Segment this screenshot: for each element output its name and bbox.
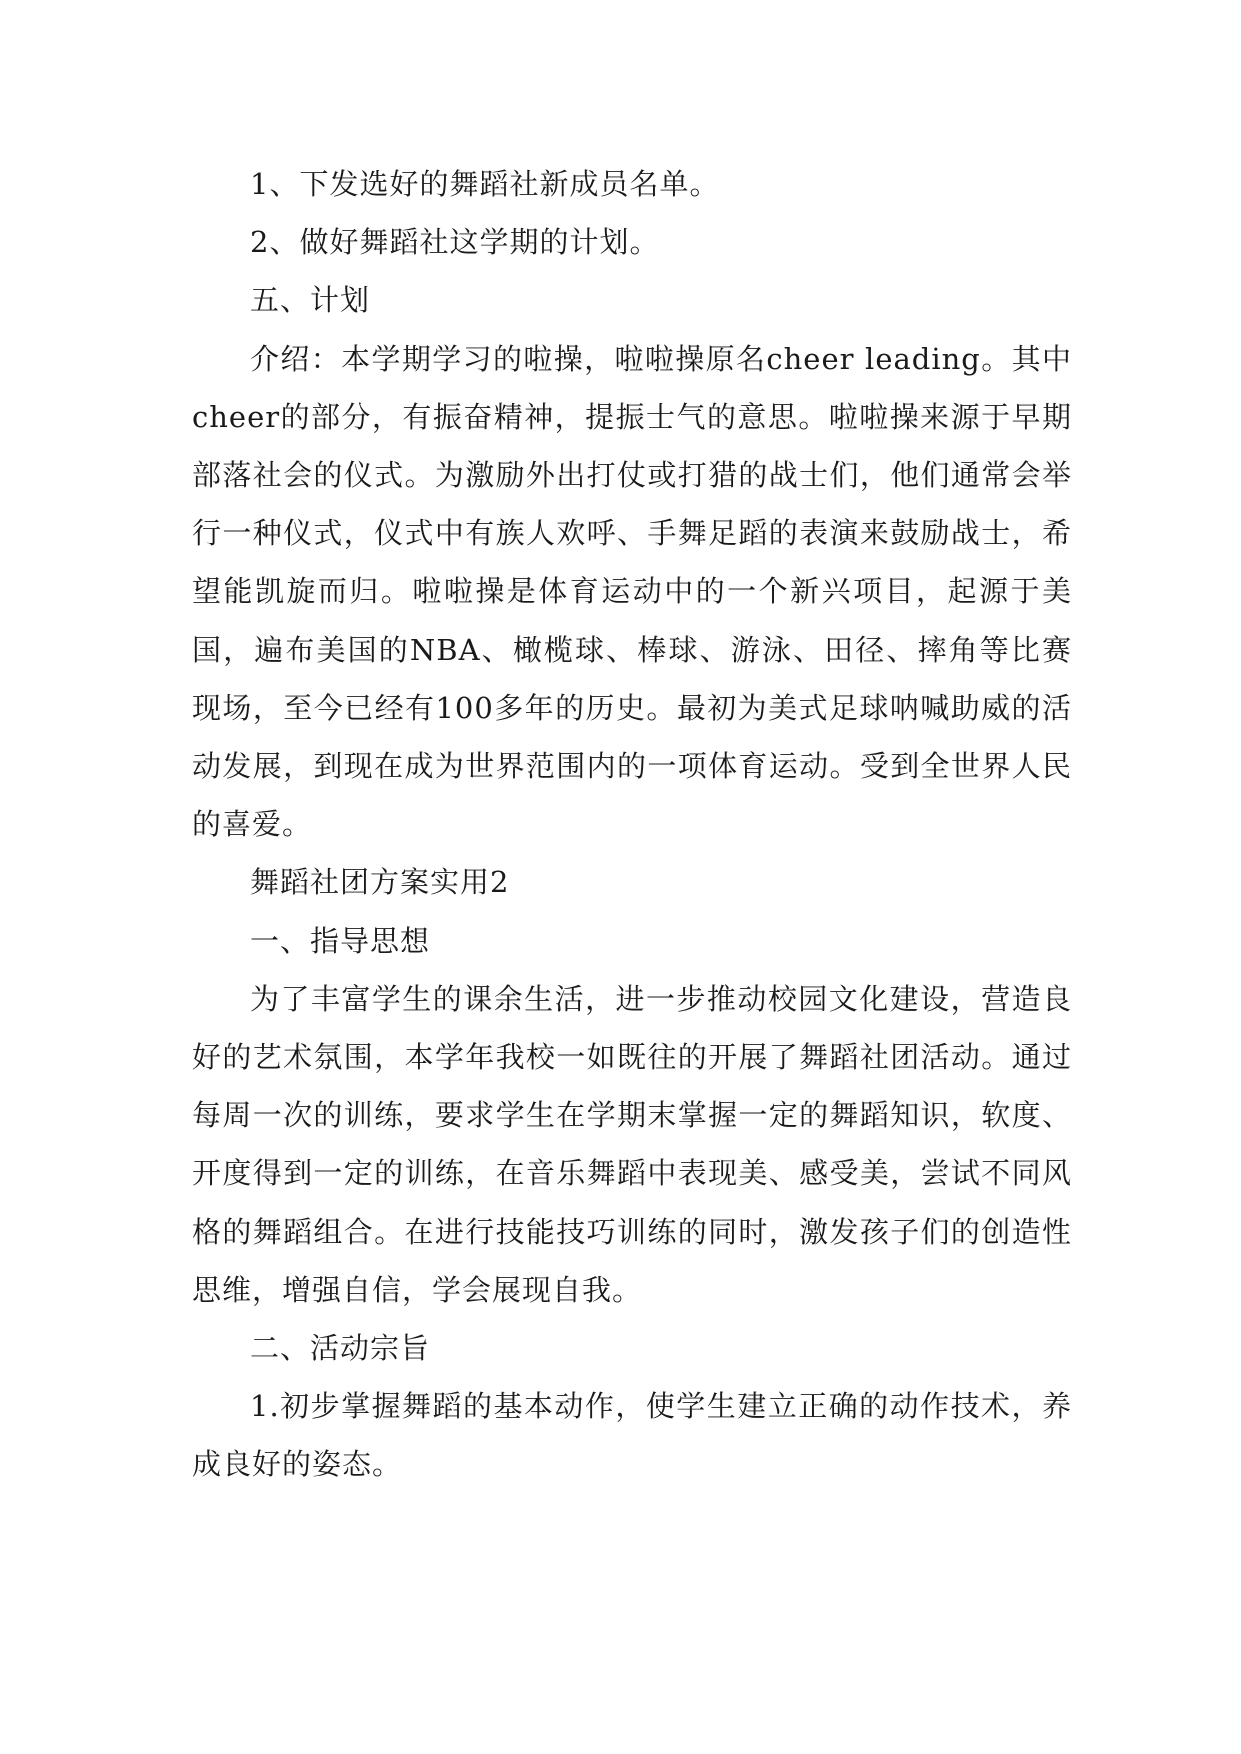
list-item-distribute-roster: 1、下发选好的舞蹈社新成员名单。 bbox=[250, 167, 720, 201]
list-item-semester-plan: 2、做好舞蹈社这学期的计划。 bbox=[250, 225, 660, 260]
section-heading-plan: 五、计划 bbox=[250, 283, 371, 318]
section-heading-guiding-ideology: 一、指导思想 bbox=[250, 923, 431, 958]
paragraph-guiding-ideology: 为了丰富学生的课余生活，进一步推动校园文化建设，营造良好的艺术氛围，本学年我校一如既往的开展了舞蹈社团活动。通过每周一次的训练，要求学生在学期末掌握一定的舞蹈知识，软度、开度得到一定的训练，在音乐舞蹈中表现美、感受美，尝试不同风格的舞蹈组合。在进行技能技巧训练的同时，激发孩子们的创造性思维，增强自信，学会展现自我。 bbox=[192, 981, 1072, 1307]
document-page bbox=[192, 155, 1072, 1494]
paragraph-introduction: 介绍：本学期学习的啦操，啦啦操原名cheer leading。其中cheer的部分，有振奋精神，提振士气的意思。啦啦操来源于早期部落社会的仪式。为激励外出打仗或打猎的战士们，他们通常会举行一种仪式，仪式中有族人欢呼、手舞足蹈的表演来鼓励战士，希望能凯旋而归。啦啦操是体育运动中的一个新兴项目，起源于美国，遍布美国的NBA、橄榄球、棒球、游泳、田径、摔角等比赛现场，至今已经有100多年的历史。最初为美式足球呐喊助威的活动发展，到现在成为世界范围内的一项体育运动。受到全世界人民的喜爱。 bbox=[192, 341, 1072, 842]
section-title-plan-2: 舞蹈社团方案实用2 bbox=[250, 865, 510, 900]
section-heading-activity-purpose: 二、活动宗旨 bbox=[250, 1331, 431, 1366]
list-item-basic-movements: 1.初步掌握舞蹈的基本动作，使学生建立正确的动作技术，养成良好的姿态。 bbox=[192, 1389, 1072, 1482]
